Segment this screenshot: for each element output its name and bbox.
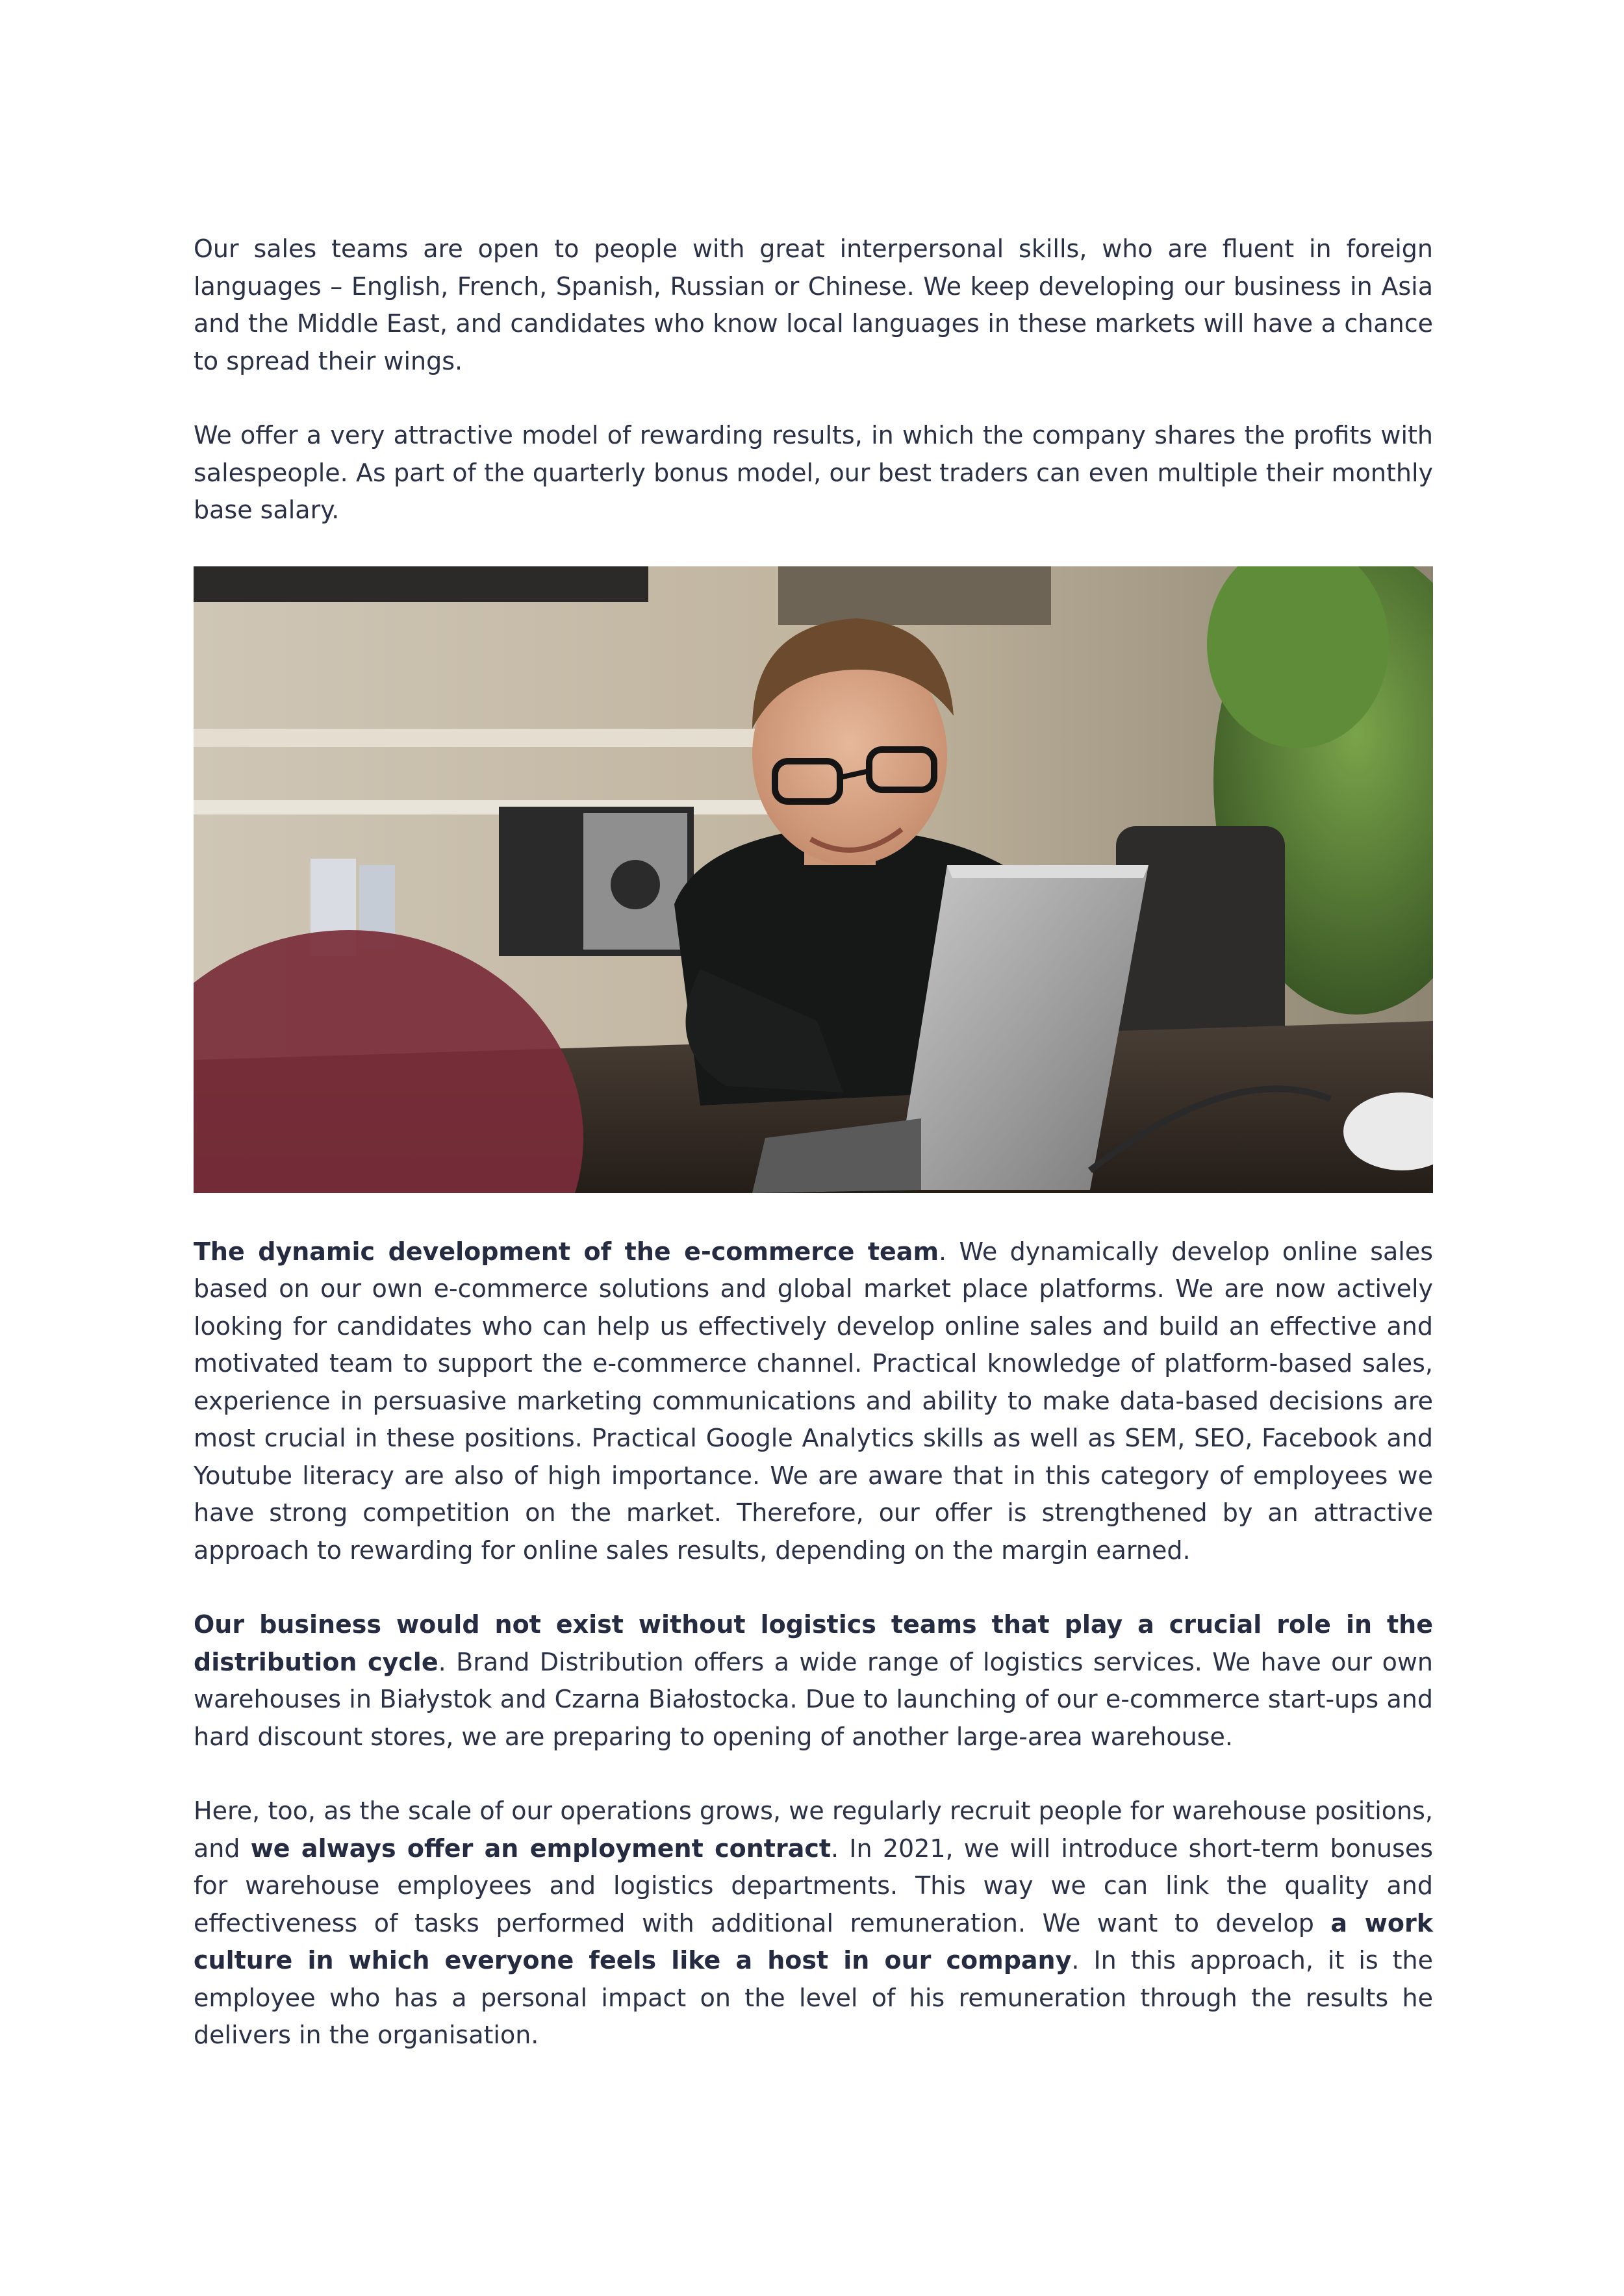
logistics-body: . Brand Distribution offers a wide range of logistics services. We have our own warehouses in Białystok and Czarna Białostocka. Due to launching of our e-commerce start-ups and hard discount stores, we are preparing to opening of another large-area warehouse. (194, 1647, 1433, 1751)
document-page (194, 231, 1433, 2091)
warehouse-text-3: . In this approach, it is the employee who has a personal impact on the level of his remuneration through the results he delivers in the organisation. (194, 1946, 1433, 2049)
warehouse-text-2: . In 2021, we will introduce short-term bonuses for warehouse employees and logistics departments. This way we can link the quality and effectiveness of tasks performed with additional remuneration. We want to develop (194, 1834, 1433, 1937)
bold-ecommerce-heading: The dynamic development of the e-commerce team (194, 1237, 939, 1266)
paragraph-rewarding-model: We offer a very attractive model of rewarding results, in which the company shares the profits with salespeople. As part of the quarterly bonus model, our best traders can even multiple their monthly base salary. (194, 421, 1433, 524)
warehouse-text-1: Here, too, as the scale of our operations grows, we regularly recruit people for warehouse positions, and (194, 1797, 1433, 1863)
photo-man-with-laptop (194, 566, 1433, 1193)
bold-logistics-heading: Our business would not exist without logistics teams that play a crucial role in the distribution cycle (194, 1610, 1433, 1676)
bold-work-culture: a work culture in which everyone feels like a host in our company (194, 1908, 1433, 1974)
bold-employment-contract: we always offer an employment contract (250, 1834, 831, 1863)
paragraph-sales-teams: Our sales teams are open to people with great interpersonal skills, who are fluent in foreign languages – English, French, Spanish, Russian or Chinese. We keep developing our business in Asia and the Middle East, and candidates who know local languages in these markets will have a chance to spread their wings. (194, 234, 1433, 375)
paragraph-logistics (194, 1606, 1433, 1756)
ecommerce-body: . We dynamically develop online sales based on our own e-commerce solutions and global market place platforms. We are now actively looking for candidates who can help us effectively develop online sales and build an effective and motivated team to support the e-commerce channel. Practical knowledge of platform-based sales, experience in persuasive marketing communications and ability to make data-based decisions are most crucial in these positions. Practical Google Analytics skills as well as SEM, SEO, Facebook and Youtube literacy are also of high importance. We are aware that in this category of employees we have strong competition on the market. Therefore, our offer is strengthened by an attractive approach to rewarding for online sales results, depending on the margin earned. (194, 1237, 1434, 1565)
paragraph-ecommerce-team (194, 1233, 1433, 1570)
paragraph-warehouse (194, 1793, 1433, 2054)
